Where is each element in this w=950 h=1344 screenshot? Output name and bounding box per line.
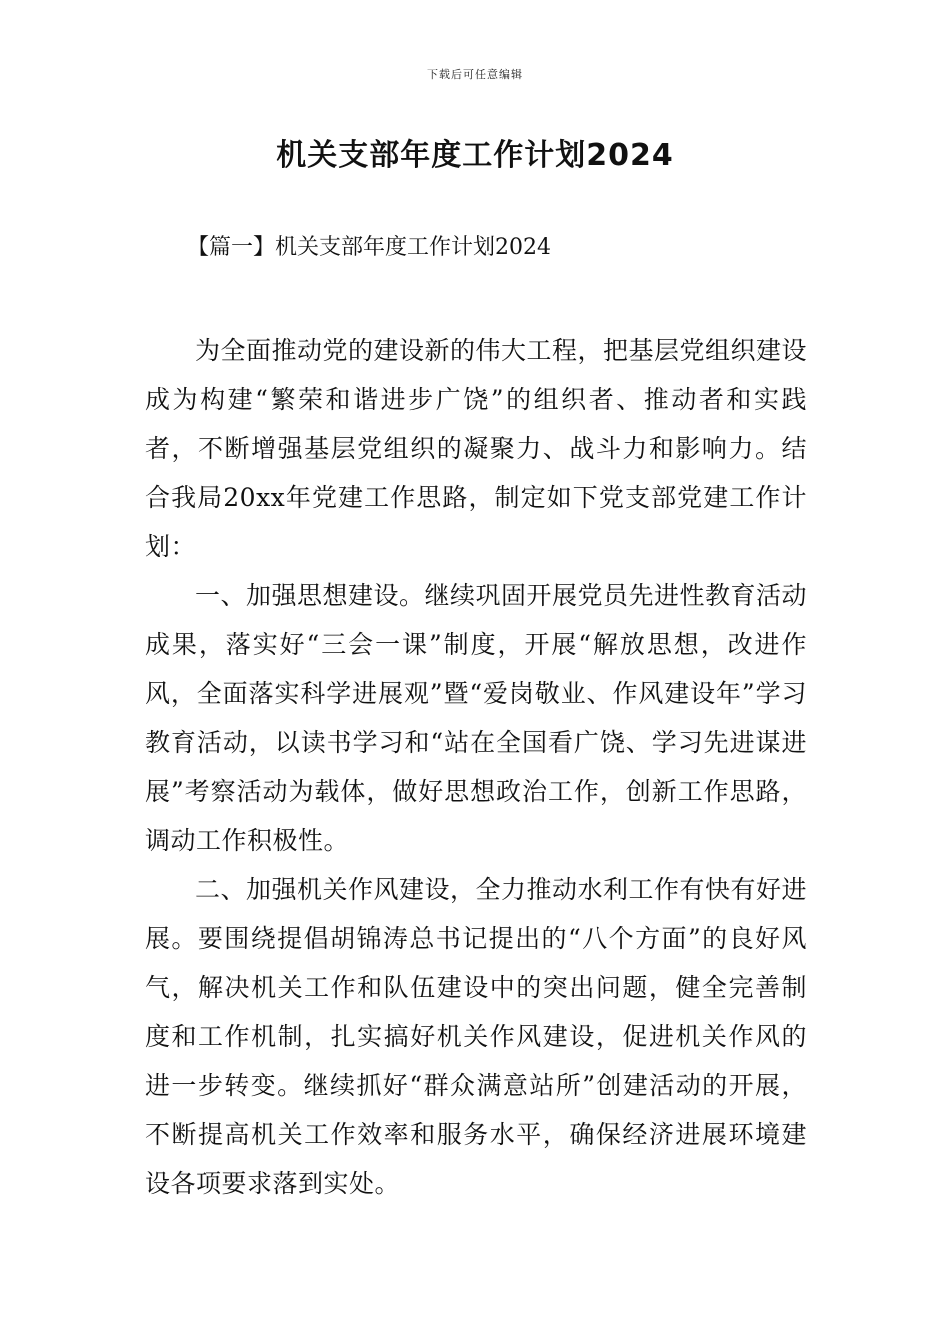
paragraph-work-style-building: 二、加强机关作风建设，全力推动水利工作有快有好进展。要围绕提倡胡锦涛总书记提出的“八个方面”的良好风气，解决机关工作和队伍建设中的突出问题，健全完善制度和工作机制，扎实搞好机关作风建设，促进机关作风的进一步转变。继续抓好“群众满意站所”创建活动的开展，不断提高机关工作效率和服务水平，确保经济进展环境建设各项要求落到实处。 (145, 875, 808, 1198)
document-title: 机关支部年度工作计划2024 (276, 138, 674, 173)
document-body (145, 326, 807, 1208)
document-subtitle: 【篇一】机关支部年度工作计划2024 (187, 235, 551, 260)
paragraph-intro: 为全面推动党的建设新的伟大工程，把基层党组织建设成为构建“繁荣和谐进步广饶”的组织者、推动者和实践者，不断增强基层党组织的凝聚力、战斗力和影响力。结合我局20xx年党建工作思路，制定如下党支部党建工作计划： (145, 336, 808, 561)
paragraph-ideological-building: 一、加强思想建设。继续巩固开展党员先进性教育活动成果，落实好“三会一课”制度，开展“解放思想，改进作风，全面落实科学进展观”暨“爱岗敬业、作风建设年”学习教育活动，以读书学习和“站在全国看广饶、学习先进谋进展”考察活动为载体，做好思想政治工作，创新工作思路，调动工作积极性。 (145, 581, 808, 855)
header-note: 下载后可任意编辑 (427, 68, 523, 81)
